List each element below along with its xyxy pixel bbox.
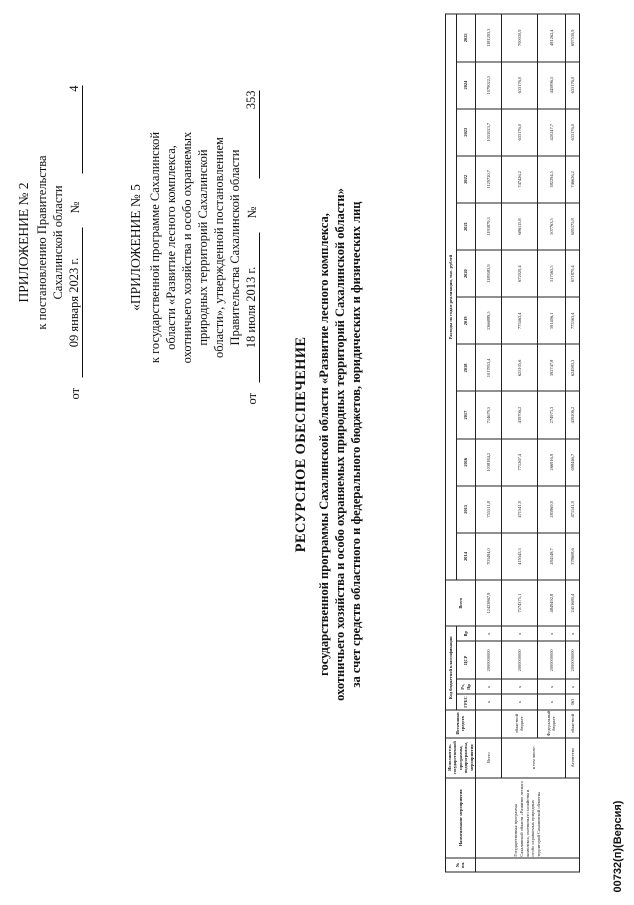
cell-year-value: 633176,0 — [501, 62, 537, 109]
cell-year-value: 633176,0 — [501, 109, 537, 156]
cell-year-value: 471541,9 — [501, 486, 537, 533]
header-year: 2024 — [456, 62, 475, 109]
cell-year-value: 392747,8 — [537, 344, 565, 391]
cell-year-value: 591406,1 — [537, 297, 565, 344]
header-year: 2021 — [456, 203, 475, 250]
appendix-5-line: области», утвержденной постановлением — [212, 137, 226, 358]
cell-year-value: 1366889,5 — [475, 297, 501, 344]
cell-rzpr: х — [565, 679, 579, 694]
header-year: 2017 — [456, 392, 475, 439]
cell-vr: х — [501, 626, 537, 641]
cell-year-value: 747426,2 — [501, 156, 537, 203]
cell-year-value: 1079022,5 — [475, 62, 501, 109]
cell-year-value: 420247,7 — [537, 109, 565, 156]
cell-year-value: 698446,7 — [565, 439, 579, 486]
document-heading — [293, 25, 364, 865]
header-executor: Исполнитель государственной программы, подпрограммы, мероприятия — [446, 738, 476, 778]
appendix-5-number: 353 — [243, 91, 260, 179]
cell-grbs: х — [537, 694, 565, 709]
header-budget-class: Код бюджетной классификации — [446, 626, 457, 709]
cell-rzpr: х — [501, 679, 537, 694]
header-year: 2014 — [456, 533, 475, 580]
appendix-2-number-label: № — [68, 201, 82, 214]
cell-year-value: 1129720,7 — [475, 156, 501, 203]
cell-year-value: 624983,3 — [565, 344, 579, 391]
cell-vr: х — [565, 626, 579, 641]
resource-table — [445, 14, 580, 873]
cell-year-value: 284148,7 — [537, 533, 565, 580]
cell-grbs: 063 — [565, 694, 579, 709]
appendix-2-block — [16, 86, 83, 400]
cell-executor: в том числе: — [501, 738, 565, 778]
cell-year-value: 700030,9 — [501, 14, 537, 62]
cell-source: областной бюджет — [501, 710, 537, 738]
header-year: 2020 — [456, 250, 475, 297]
header-year: 2022 — [456, 156, 475, 203]
header-vr: Вр — [456, 626, 475, 641]
cell-year-value: 439706,2 — [501, 392, 537, 439]
cell-year-value: 685175,8 — [565, 203, 579, 250]
appendix-5-title: «ПРИЛОЖЕНИЕ № 5 — [128, 184, 143, 311]
cell-year-value: 697530,9 — [565, 14, 579, 62]
cell-year-value: 439206,2 — [565, 392, 579, 439]
cell-source: Федеральный бюджет — [537, 710, 565, 738]
cell-grbs: х — [501, 694, 537, 709]
cell-num — [475, 858, 579, 872]
appendix-5-number-label: № — [245, 206, 259, 219]
cell-year-value: 1053023,7 — [475, 109, 501, 156]
cell-year-value: 775463,4 — [501, 297, 537, 344]
appendix-2-line1: к постановлению Правительства — [35, 155, 49, 330]
cell-year-value: 266916,9 — [537, 439, 565, 486]
cell-total: 7574375,1 — [501, 580, 537, 626]
cell-year-value: 755511,8 — [475, 486, 501, 533]
appendix-5-line: охотничьего хозяйства и особо охраняемых — [180, 131, 194, 364]
header-year: 2018 — [456, 344, 475, 391]
cell-year-value: 419345,3 — [501, 533, 537, 580]
header-total: Всего — [446, 580, 476, 626]
header-num: № пп. — [446, 858, 476, 872]
cell-year-value: 771267,4 — [501, 439, 537, 486]
appendix-5-line: природных территорий Сахалинской — [196, 149, 210, 346]
cell-year-value: 625105,6 — [501, 344, 537, 391]
appendix-5-line: Правительства Сахалинской области — [228, 149, 242, 346]
cell-year-value: 445896,5 — [537, 62, 565, 109]
table-row — [475, 14, 501, 872]
cell-source — [475, 710, 501, 738]
cell-year-value: 703494,0 — [475, 533, 501, 580]
header-year: 2025 — [456, 14, 475, 62]
document-subtitle-line1: государственной программы Сахалинской области «Развитие лесного комплекса, — [317, 213, 331, 676]
appendix-2-line2: Сахалинской области — [51, 185, 65, 300]
cell-year-value: 1038184,2 — [475, 439, 501, 486]
appendix-5-line: к государственной программе Сахалинской — [148, 131, 162, 364]
table-header-row — [446, 14, 457, 872]
appendix-2-number: 4 — [66, 86, 83, 174]
cell-year-value: 633176,0 — [565, 62, 579, 109]
cell-year-value: 633176,0 — [565, 109, 579, 156]
header-rzpr: Рз, Пр — [456, 679, 475, 694]
appendix-2-date: 09 января 2023 г. — [66, 228, 83, 378]
header-year: 2015 — [456, 486, 475, 533]
appendix-5-date-row — [243, 91, 260, 405]
resource-table-wrapper — [445, 14, 580, 873]
cell-year-value: 382294,5 — [537, 156, 565, 203]
appendix-5-date: 18 июля 2013 г. — [243, 233, 260, 383]
header-csr: ЦСР — [456, 641, 475, 679]
appendix-2-title: ПРИЛОЖЕНИЕ № 2 — [16, 182, 31, 303]
cell-year-value: 507763,5 — [537, 203, 565, 250]
appendix-5-block — [128, 91, 260, 405]
cell-csr: 2000000000 — [501, 641, 537, 679]
cell-rzpr: х — [475, 679, 501, 694]
cell-grbs: х — [475, 694, 501, 709]
cell-year-value: 378608,6 — [565, 533, 579, 580]
cell-year-value: 746626,2 — [565, 156, 579, 203]
cell-csr: 2000000000 — [537, 641, 565, 679]
cell-year-value: 283969,9 — [537, 486, 565, 533]
cell-executor: Агентство — [565, 738, 579, 778]
appendix-5-from-label: от — [245, 392, 259, 405]
cell-year-value: 686115,8 — [501, 203, 537, 250]
cell-total: 12423867,9 — [475, 580, 501, 626]
header-expenses: Расходы по годам реализации, тыс. рублей — [446, 14, 457, 580]
appendix-2-date-row — [66, 86, 83, 400]
cell-year-value: 517565,5 — [537, 250, 565, 297]
header-year: 2016 — [456, 439, 475, 486]
table-row — [501, 14, 537, 872]
cell-rzpr: х — [537, 679, 565, 694]
cell-total: 2451680,4 — [565, 580, 579, 626]
header-year: 2019 — [456, 297, 475, 344]
cell-csr: 2000000000 — [565, 641, 579, 679]
cell-year-value: 274973,3 — [537, 392, 565, 439]
header-year: 2023 — [456, 109, 475, 156]
cell-vr: х — [475, 626, 501, 641]
cell-year-value: 471141,9 — [565, 486, 579, 533]
header-name: Наименование мероприятия — [446, 778, 476, 858]
cell-year-value: 671870,4 — [565, 250, 579, 297]
cell-year-value: 672020,4 — [501, 250, 537, 297]
header-source: Источники средств — [446, 710, 476, 738]
document-subtitle-line2: охотничьего хозяйства и особо охраняемых природных территорий Сахалинской области» — [333, 188, 347, 701]
document-title: РЕСУРСНОЕ ОБЕСПЕЧЕНИЕ — [293, 336, 309, 553]
cell-source: областной — [565, 710, 579, 738]
cell-year-value: 1193879,3 — [475, 203, 501, 250]
table-row — [565, 14, 579, 872]
cell-year-value: 1181293,3 — [475, 14, 501, 62]
cell-year-value: 775363,4 — [565, 297, 579, 344]
cell-year-value: 481262,4 — [537, 14, 565, 62]
document-subtitle-line3: за счет средств областного и федерального бюджетов, юридических и физических лиц — [349, 201, 363, 688]
document-version-label: 00732(п)(Версия) — [612, 800, 624, 893]
cell-csr: 2000000000 — [475, 641, 501, 679]
header-grbs: ГРБС — [456, 694, 475, 709]
cell-year-value: 1189585,9 — [475, 250, 501, 297]
cell-year-value: 1017853,4 — [475, 344, 501, 391]
cell-total: 4849492,8 — [537, 580, 565, 626]
cell-year-value: 714679,5 — [475, 392, 501, 439]
cell-vr: х — [537, 626, 565, 641]
appendix-5-line: области «Развитие лесного комплекса, — [164, 145, 178, 350]
appendix-2-from-label: от — [68, 387, 82, 400]
cell-executor: Всего — [475, 738, 501, 778]
cell-program-name: Государственная программа Сахалинской области «Развитие лесного комплекса, охотничьего хозяйства и особо охраняемых природных территорий Сахалинской области» — [475, 778, 579, 858]
